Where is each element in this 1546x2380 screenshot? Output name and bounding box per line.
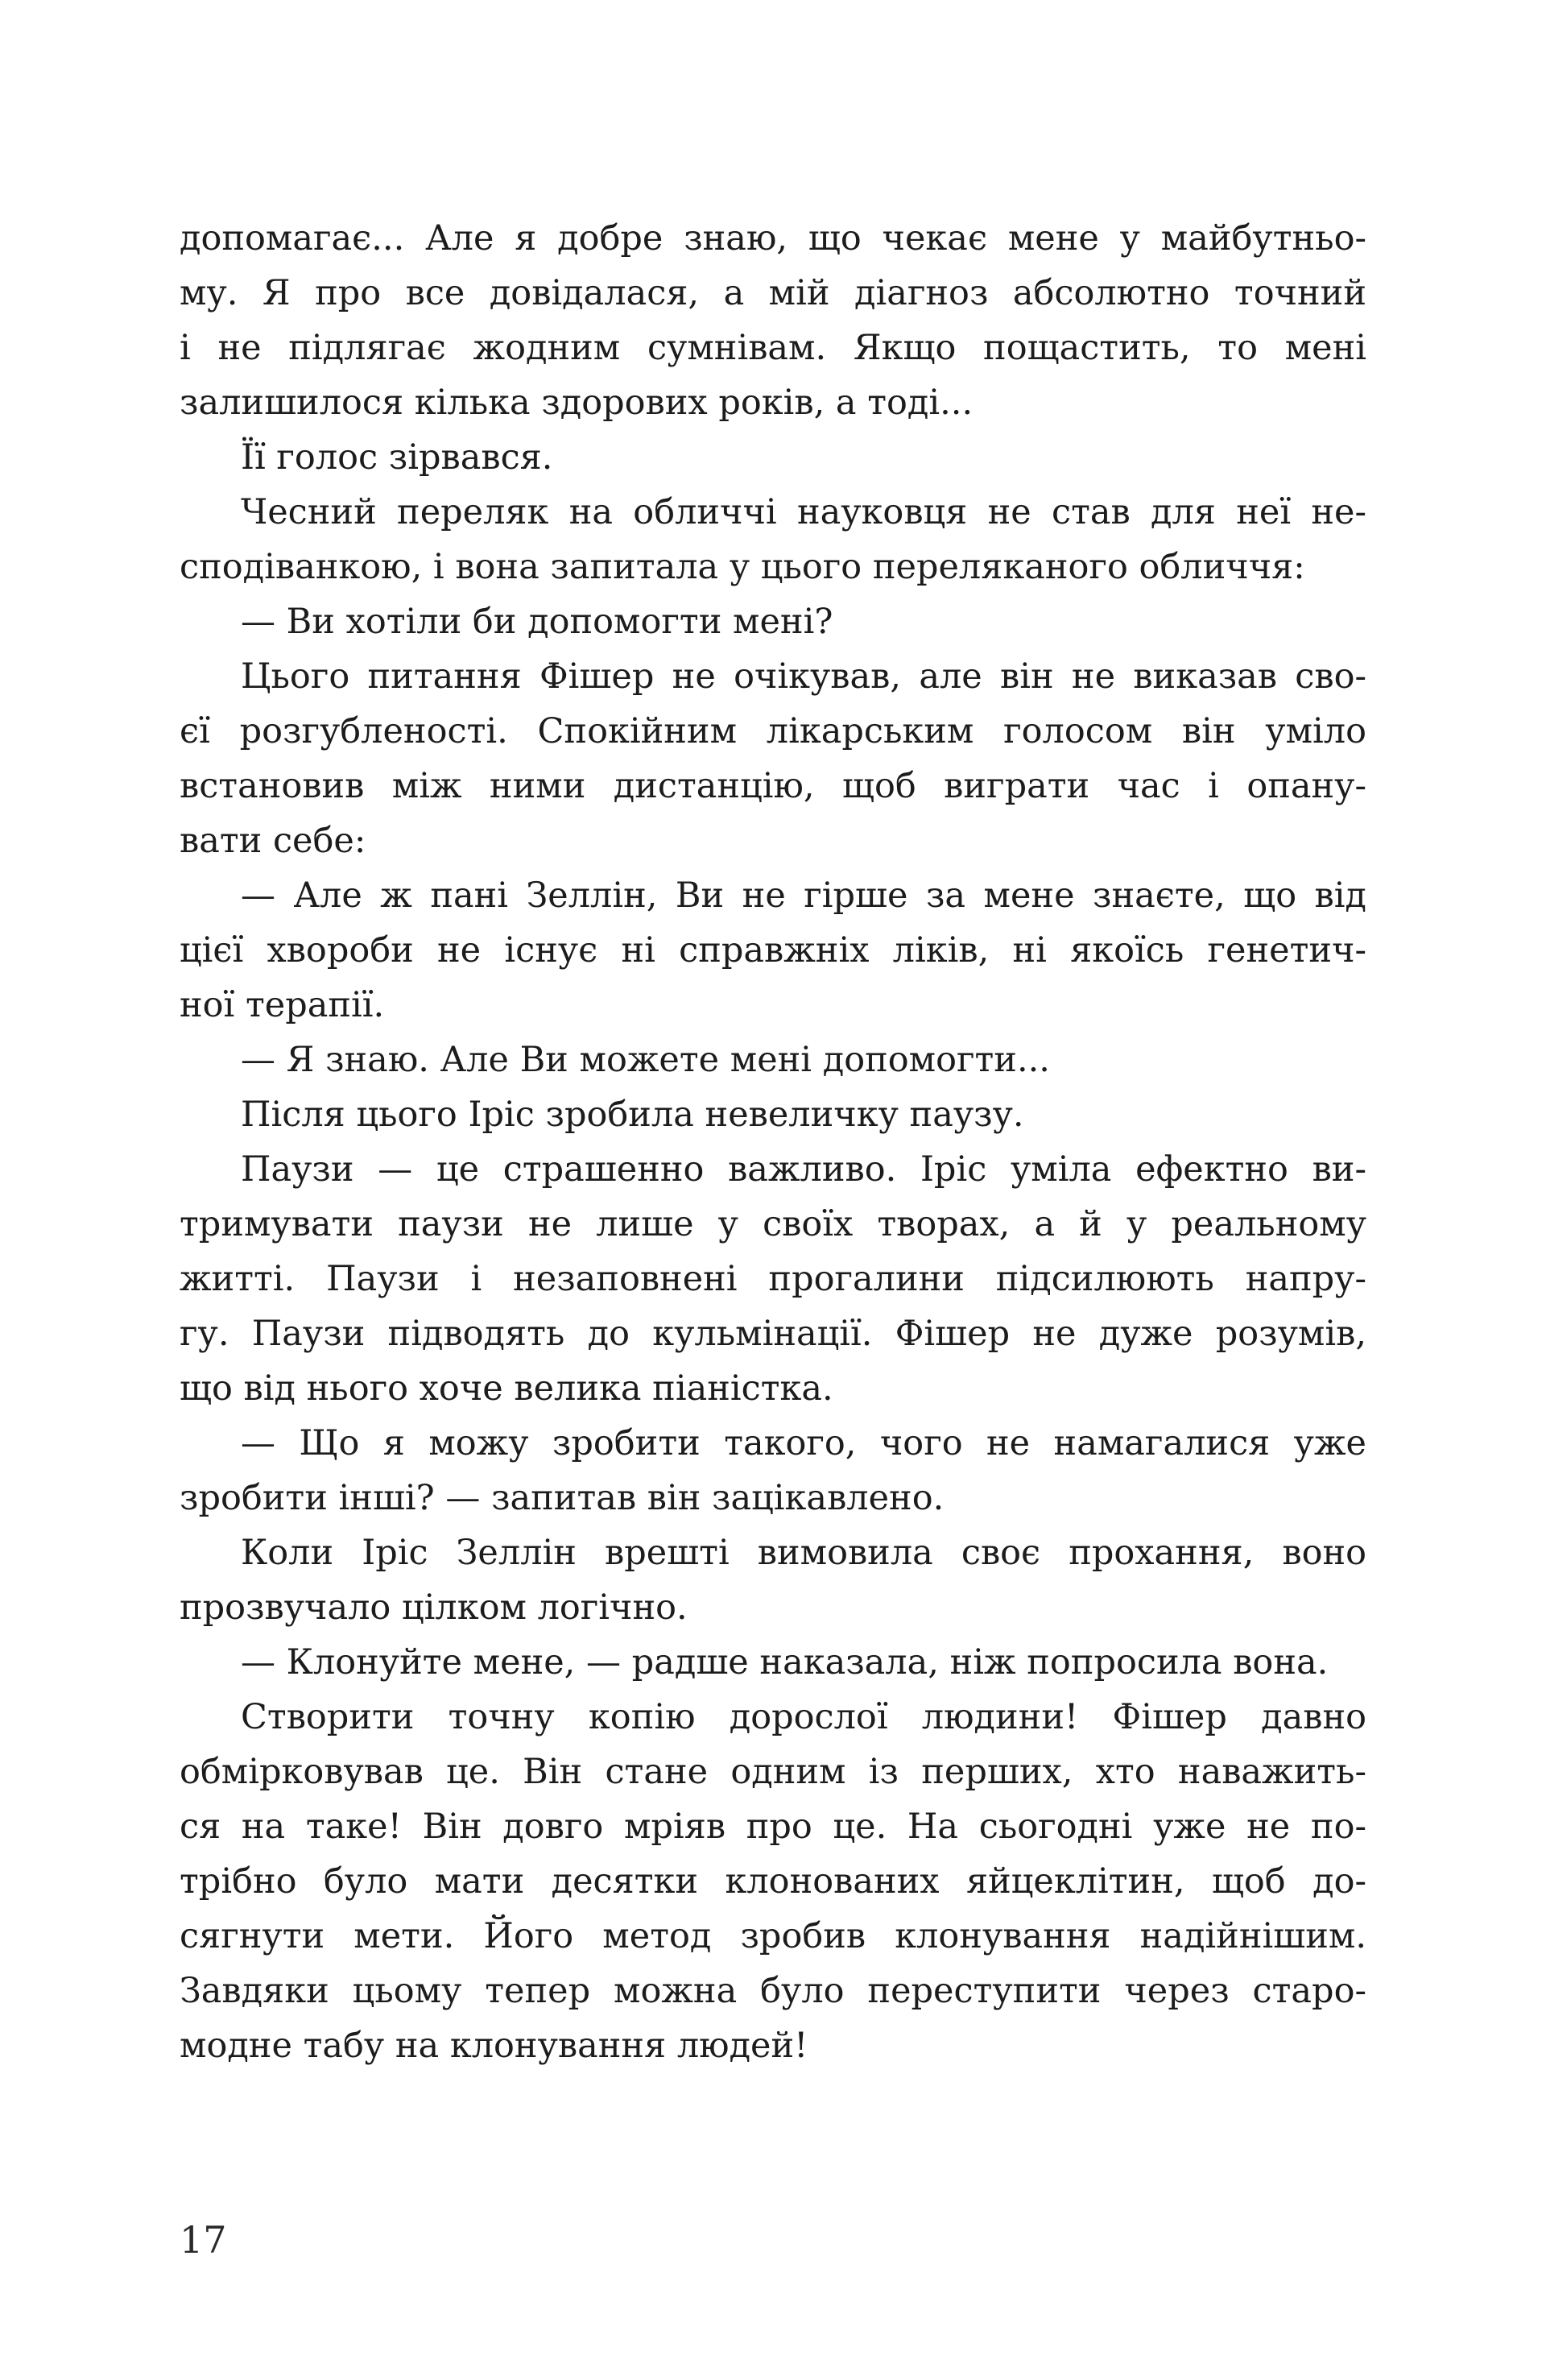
page-number: 17 [180, 2218, 227, 2262]
paragraph [180, 868, 1366, 1033]
text-line: житті. Паузи і незаповнені прогалини підсилюють напру- [180, 1259, 1366, 1299]
text-line: гу. Паузи підводять до кульмінації. Фішер не дуже розумів, [180, 1314, 1366, 1354]
paragraph [180, 430, 1366, 485]
text-line: Чесний переляк на обличчі науковця не став для неї не- [241, 492, 1366, 532]
text-line: ся на таке! Він довго мріяв про це. На сьогодні уже не по- [180, 1807, 1366, 1847]
text-line: — Ви хотіли би допомогти мені? [241, 602, 833, 642]
text-line: Створити точну копію дорослої людини! Фішер давно [241, 1697, 1366, 1737]
text-line: му. Я про все довідалася, а мій діагноз абсолютно точний [180, 273, 1366, 313]
text-line: цієї хвороби не існує ні справжніх ліків, ні якоїсь генетич- [180, 930, 1366, 971]
text-line: Коли Іріс Зеллін врешті вимовила своє прохання, воно [241, 1533, 1366, 1573]
text-line: прозвучало цілком логічно. [180, 1587, 688, 1628]
paragraph [180, 485, 1366, 594]
text-line: — Що я можу зробити такого, чого не намагалися уже [241, 1423, 1366, 1463]
text-line: обмірковував це. Він стане одним із перших, хто наважить- [180, 1752, 1366, 1792]
paragraph [180, 1142, 1366, 1416]
text-line: Після цього Іріс зробила невеличку паузу. [241, 1095, 1024, 1135]
text-line: тримувати паузи не лише у своїх творах, а й у реальному [180, 1204, 1366, 1244]
text-line: встановив між ними дистанцію, щоб виграти час і опану- [180, 766, 1366, 806]
text-line: єї розгубленості. Спокійним лікарським голосом він уміло [180, 711, 1366, 751]
text-line: — Але ж пані Зеллін, Ви не гірше за мене знаєте, що від [241, 875, 1366, 916]
text-line: зробити інші? — запитав він зацікавлено. [180, 1478, 945, 1518]
paragraph [180, 1087, 1366, 1142]
paragraph [180, 1033, 1366, 1087]
paragraph [180, 1525, 1366, 1635]
paragraph [180, 1635, 1366, 1690]
text-line: сягнути мети. Його метод зробив клонування надійнішим. [180, 1916, 1366, 1956]
text-line: — Я знаю. Але Ви можете мені допомогти... [241, 1040, 1050, 1080]
text-line: сподіванкою, і вона запитала у цього переляканого обличчя: [180, 547, 1305, 587]
text-line: трібно було мати десятки клонованих яйцеклітин, щоб до- [180, 1861, 1366, 1902]
text-line: Її голос зірвався. [241, 437, 553, 478]
paragraph [180, 1416, 1366, 1525]
text-line: Паузи — це страшенно важливо. Іріс уміла ефектно ви- [241, 1149, 1366, 1190]
text-line: Завдяки цьому тепер можна було переступити через старо- [180, 1971, 1366, 2011]
text-line: допомагає... Але я добре знаю, що чекає мене у майбутньо- [180, 218, 1366, 259]
paragraph [180, 649, 1366, 868]
text-line: і не підлягає жодним сумнівам. Якщо пощастить, то мені [180, 328, 1366, 368]
paragraph [180, 594, 1366, 649]
text-line: ної терапії. [180, 985, 385, 1025]
paragraph [180, 211, 1366, 430]
text-block [180, 211, 1366, 2073]
text-line: Цього питання Фішер не очікував, але він не виказав сво- [241, 656, 1366, 697]
text-line: — Клонуйте мене, — радше наказала, ніж попросила вона. [241, 1642, 1329, 1683]
text-line: вати себе: [180, 821, 366, 861]
text-line: що від нього хоче велика піаністка. [180, 1368, 833, 1409]
text-line: модне табу на клонування людей! [180, 2026, 808, 2066]
paragraph [180, 1690, 1366, 2073]
text-line: залишилося кілька здорових років, а тоді... [180, 383, 973, 423]
